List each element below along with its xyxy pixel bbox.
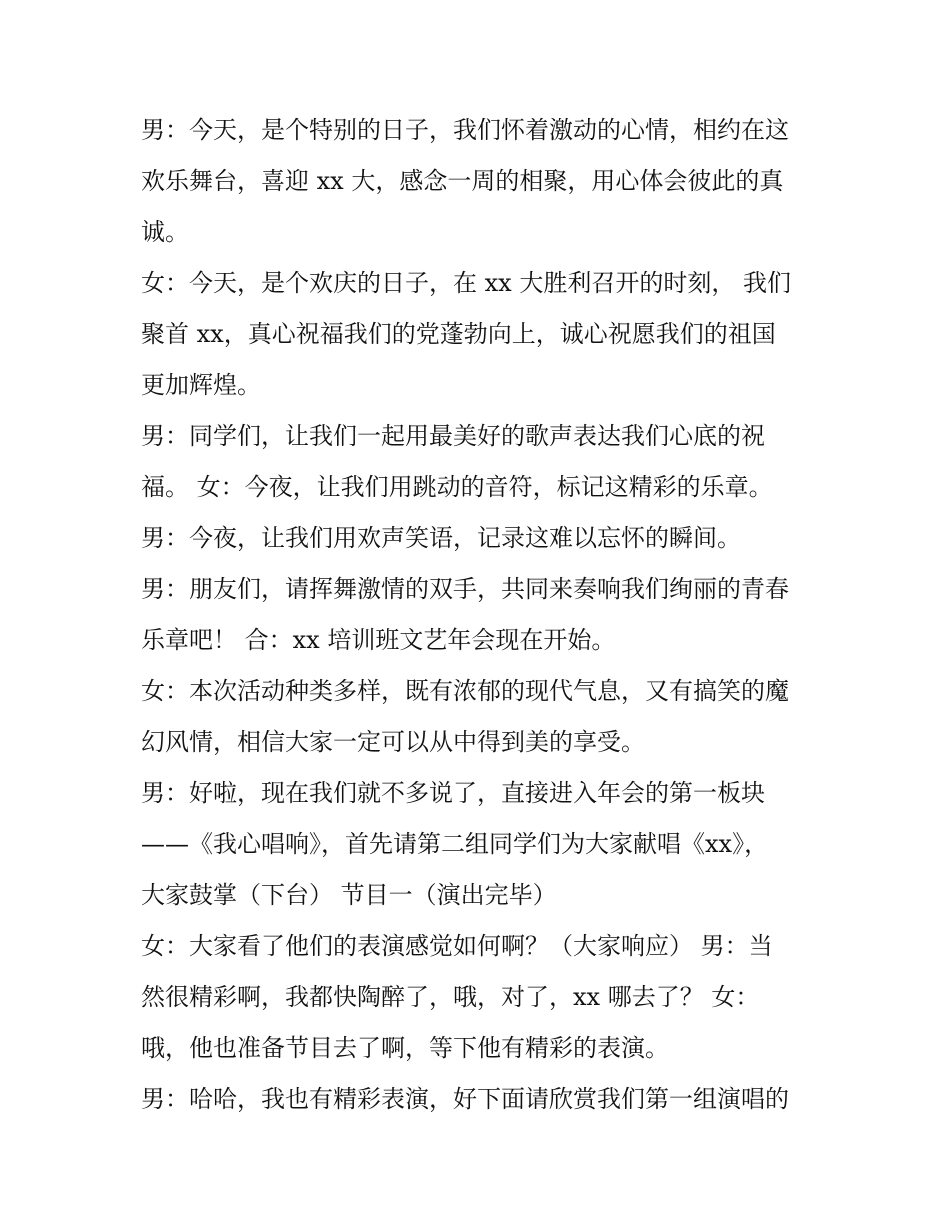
text-line: 男：好啦，现在我们就不多说了，直接进入年会的第一板块	[141, 779, 765, 807]
text-line: 然很精彩啊，我都快陶醉了，哦，对了，xx 哪去了？ 女：	[141, 983, 760, 1011]
text-line: 乐章吧！ 合：xx 培训班文艺年会现在开始。	[141, 626, 616, 654]
text-line: 男：哈哈，我也有精彩表演，好下面请欣赏我们第一组演唱的	[141, 1085, 789, 1113]
text-line: 女：大家看了他们的表演感觉如何啊？（大家响应） 男：当	[141, 932, 773, 960]
text-line: 大家鼓掌（下台） 节目一（演出完毕）	[141, 881, 557, 909]
text-line: 哦，他也准备节目去了啊，等下他有精彩的表演。	[141, 1034, 669, 1062]
text-line: 聚首 xx，真心祝福我们的党蓬勃向上，诚心祝愿我们的祖国	[141, 320, 776, 348]
text-line: 福。 女：今夜，让我们用跳动的音符，标记这精彩的乐章。	[141, 473, 773, 501]
text-line: 女：今天，是个欢庆的日子，在 xx 大胜利召开的时刻， 我们	[141, 269, 791, 297]
text-line: 更加辉煌。	[141, 371, 261, 399]
text-line: 幻风情，相信大家一定可以从中得到美的享受。	[141, 728, 645, 756]
text-line: ——《我心唱响》，首先请第二组同学们为大家献唱《xx》，	[141, 830, 769, 858]
text-line: 诚。	[141, 218, 189, 246]
text-line: 男：今夜，让我们用欢声笑语，记录这难以忘怀的瞬间。	[141, 524, 741, 552]
text-line: 男：同学们，让我们一起用最美好的歌声表达我们心底的祝	[141, 422, 765, 450]
text-line: 欢乐舞台，喜迎 xx 大，感念一周的相聚，用心体会彼此的真	[141, 167, 784, 195]
script-text-block	[141, 108, 831, 1128]
text-line: 男：今天，是个特别的日子，我们怀着激动的心情，相约在这	[141, 116, 789, 144]
text-line: 女：本次活动种类多样，既有浓郁的现代气息，又有搞笑的魔	[141, 677, 789, 705]
text-line: 男：朋友们，请挥舞激情的双手，共同来奏响我们绚丽的青春	[141, 575, 789, 603]
